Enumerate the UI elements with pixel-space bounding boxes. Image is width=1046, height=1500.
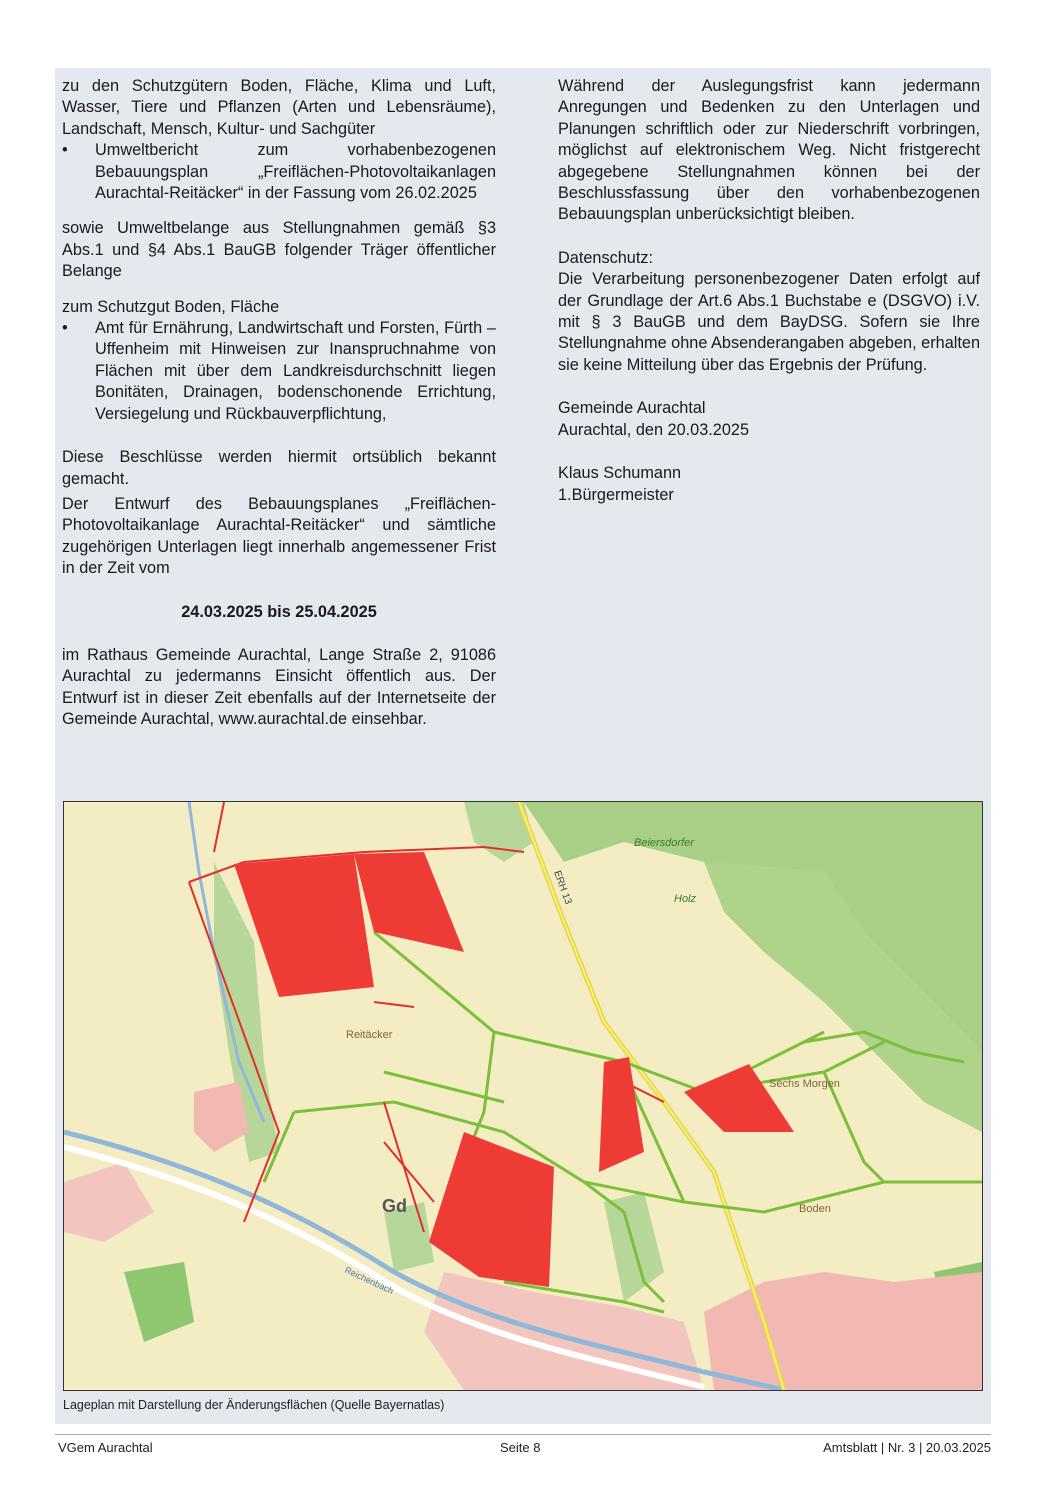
map-graphic <box>64 802 982 1390</box>
left-paragraph-5: Der Entwurf des Bebauungsplanes „Freiflächen-Photovoltaikanlage Aurachtal-Reitäcker“ und sämtliche zugehörigen Unterlagen liegt innerhalb angemessener Frist in der Zeit vom <box>62 494 496 578</box>
signer-name: Klaus Schumann <box>558 464 682 483</box>
change-area-2 <box>354 852 464 952</box>
left-paragraph-1: zu den Schutzgütern Boden, Fläche, Klima und Luft, Wasser, Tiere und Pflanzen (Arten und Lebensräume), Landschaft, Mensch, Kultur- und Sachgüter <box>62 77 496 138</box>
map-label-forest1: Beiersdorfer <box>634 837 694 849</box>
left-column <box>62 76 496 731</box>
footer-left: VGem Aurachtal <box>58 1440 153 1455</box>
bullet-text-2: Amt für Ernährung, Landwirtschaft und Forsten, Fürth – Uffenheim mit Hinweisen zur Inanspruchnahme von Flächen mit über dem Landkreisdurchschnitt liegen Bonitäten, Drainagen, bodenschonende Errichtung, Versiegelung und Rückbauverpflichtung, <box>95 319 496 423</box>
left-paragraph-2: sowie Umweltbelange aus Stellungnahmen gemäß §3 Abs.1 und §4 Abs.1 BauGB folgender Träger öffentlicher Belange <box>62 219 496 281</box>
bullet-dot: • <box>62 141 68 160</box>
left-paragraph-4: Diese Beschlüsse werden hiermit ortsüblich bekannt gemacht. <box>62 448 496 488</box>
signature-place: Gemeinde Aurachtal <box>558 399 706 418</box>
bullet-item-2 <box>62 318 496 425</box>
right-column <box>558 76 980 506</box>
map-label-field2: Sechs Morgen <box>769 1078 840 1090</box>
map-label-road: ERH 13 <box>551 869 574 906</box>
right-paragraph-1: Während der Auslegungsfrist kann jedermann Anregungen und Bedenken zu den Unterlagen und Planungen schriftlich oder zur Niederschrift vorbringen, möglichst auf elektronischem Weg. Nicht fristgerecht abgegebene Stellungnahmen können bei der Beschlussfassung über den vorhabenbezogenen Bebauungsplan unberücksichtigt bleiben. <box>558 77 980 224</box>
map-label-forest2: Holz <box>674 893 697 905</box>
bullet-item-1 <box>62 140 496 204</box>
signature-date: Aurachtal, den 20.03.2025 <box>558 420 750 439</box>
footer-right: Amtsblatt | Nr. 3 | 20.03.2025 <box>823 1440 991 1455</box>
change-area-5 <box>684 1064 794 1132</box>
map-caption: Lageplan mit Darstellung der Änderungsflächen (Quelle Bayernatlas) <box>63 1398 445 1412</box>
map-label-field1: Reitäcker <box>346 1029 393 1041</box>
map-label-settlement: Gd <box>382 1196 407 1216</box>
left-paragraph-3: zum Schutzgut Boden, Fläche <box>62 297 280 316</box>
bullet-dot: • <box>62 319 68 338</box>
site-map <box>63 801 983 1391</box>
signer-role: 1.Bürgermeister <box>558 485 674 504</box>
date-range: 24.03.2025 bis 25.04.2025 <box>181 602 377 621</box>
footer-page-number: Seite 8 <box>500 1440 541 1455</box>
change-area-3 <box>429 1132 554 1287</box>
left-paragraph-6: im Rathaus Gemeinde Aurachtal, Lange Straße 2, 91086 Aurachtal zu jedermanns Einsicht öffentlich aus. Der Entwurf ist in dieser Zeit ebenfalls auf der Internetseite der Gemeinde Aurachtal, www.aurachtal.de einsehbar. <box>62 645 496 729</box>
change-area-4 <box>599 1057 644 1172</box>
privacy-heading: Datenschutz: <box>558 248 654 267</box>
map-label-river: Reichenbach <box>343 1264 396 1297</box>
right-paragraph-2: Die Verarbeitung personenbezogener Daten erfolgt auf der Grundlage der Art.6 Abs.1 Buchstabe e (DSGVO) i.V. mit § 3 BauGB und dem BayDSG. Sofern sie Ihre Stellungnahme ohne Absenderangaben abgeben, erhalten sie keine Mitteilung über das Ergebnis der Prüfung. <box>558 270 980 374</box>
bullet-text-1: Umweltbericht zum vorhabenbezogenen Bebauungsplan „Freiflächen-Photovoltaikanlagen Aurachtal-Reitäcker“ in der Fassung vom 26.02.2025 <box>95 141 496 203</box>
footer-divider <box>55 1434 991 1435</box>
change-areas <box>234 852 794 1287</box>
map-label-field3: Boden <box>799 1203 831 1215</box>
